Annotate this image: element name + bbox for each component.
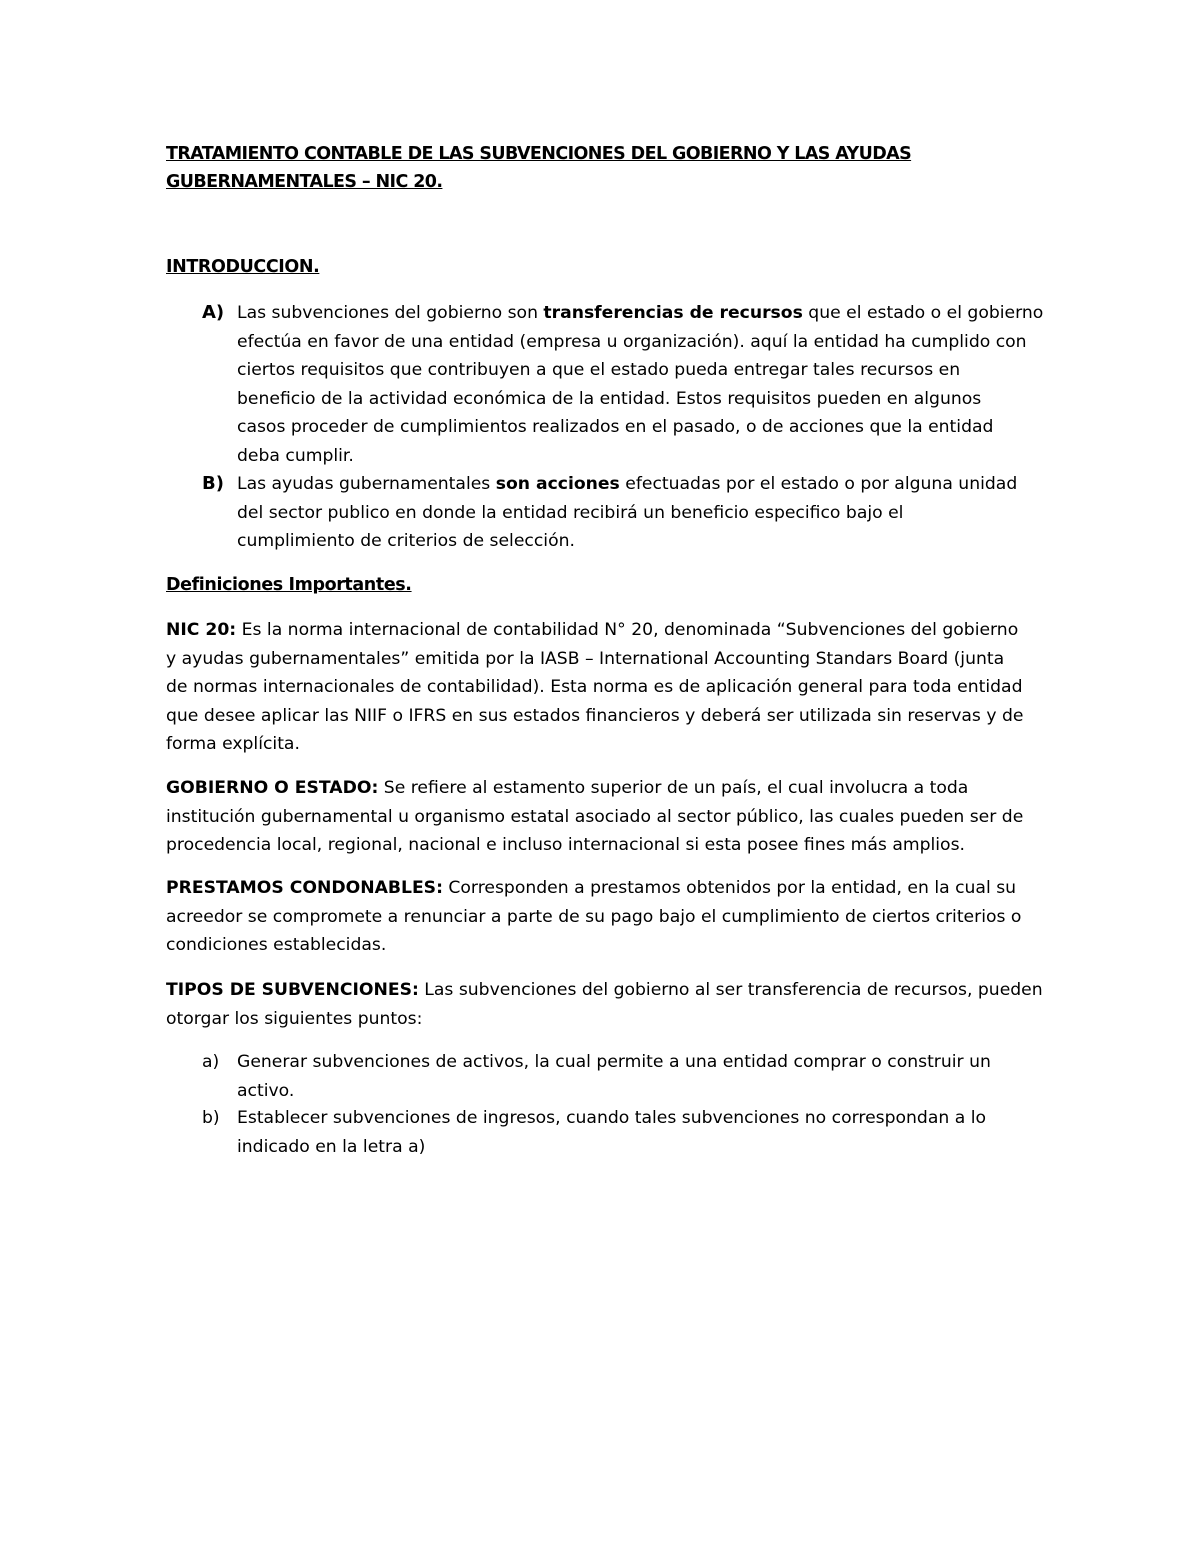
list-item-line: del sector publico en donde la entidad recibirá un beneficio especifico bajo el: [237, 502, 904, 523]
list-item-body: [237, 470, 1057, 556]
paragraph-line: institución gubernamental u organismo estatal asociado al sector público, las cuales pueden ser de: [166, 806, 1024, 827]
list-item-line: ciertos requisitos que contribuyen a que el estado pueda entregar tales recursos en: [237, 360, 961, 381]
list-marker: A): [202, 302, 225, 323]
list-item-line: Generar subvenciones de activos, la cual permite a una entidad comprar o construir un: [237, 1052, 991, 1072]
title-line-2: GUBERNAMENTALES – NIC 20.: [166, 172, 443, 192]
list-item-line: activo.: [237, 1080, 295, 1101]
list-item-line: deba cumplir.: [237, 445, 354, 466]
document-title: [166, 140, 1046, 196]
list-item-body: [237, 1104, 1057, 1161]
paragraph-line: [166, 874, 1046, 903]
paragraph-line: otorgar los siguientes puntos:: [166, 1008, 423, 1029]
paragraph-line: de normas internacionales de contabilidad). Esta norma es de aplicación general para toda entidad: [166, 677, 1023, 698]
list-marker: B): [202, 473, 224, 494]
list-item-line: beneficio de la actividad económica de la entidad. Estos requisitos pueden en algunos: [237, 388, 982, 409]
definition-term: GOBIERNO O ESTADO:: [166, 778, 379, 798]
list-item-line: cumplimiento de criterios de selección.: [237, 531, 575, 552]
definition-tipos: [166, 976, 1046, 1033]
list-item-line: casos proceder de cumplimientos realizados en el pasado, o de acciones que la entidad: [237, 417, 994, 438]
list-marker: a): [202, 1052, 220, 1072]
text-run: Las ayudas gubernamentales: [237, 474, 496, 494]
text-run: Es la norma internacional de contabilidad N° 20, denominada “Subvenciones del gobierno: [236, 620, 1019, 640]
title-line-1: TRATAMIENTO CONTABLE DE LAS SUBVENCIONES DEL GOBIERNO Y LAS AYUDAS: [166, 144, 912, 164]
definition-gobierno: [166, 774, 1046, 860]
text-run: que el estado o el gobierno: [802, 303, 1044, 323]
definition-nic20: [166, 616, 1046, 759]
text-run: efectuadas por el estado o por alguna unidad: [619, 474, 1018, 494]
paragraph-line: [166, 774, 1046, 803]
list-item-line: efectúa en favor de una entidad (empresa u organización). aquí la entidad ha cumplido con: [237, 331, 1027, 352]
definition-term: PRESTAMOS CONDONABLES:: [166, 878, 443, 898]
definition-term: NIC 20:: [166, 620, 237, 640]
paragraph-line: [166, 976, 1046, 1005]
definitions-heading: Definiciones Importantes.: [166, 575, 412, 595]
list-item-body: [237, 299, 1057, 471]
text-run: Se refiere al estamento superior de un país, el cual involucra a toda: [378, 778, 969, 798]
paragraph-line: procedencia local, regional, nacional e incluso internacional si esta posee fines más amplios.: [166, 835, 965, 856]
definition-prestamos: [166, 874, 1046, 960]
paragraph-line: [166, 616, 1046, 645]
list-item-body: [237, 1048, 1057, 1105]
list-item-line: [237, 470, 1057, 499]
list-item-line: [237, 299, 1057, 328]
text-run: Las subvenciones del gobierno al ser transferencia de recursos, pueden: [418, 980, 1043, 1000]
definition-term: TIPOS DE SUBVENCIONES:: [166, 980, 419, 1000]
text-run: Corresponden a prestamos obtenidos por la entidad, en la cual su: [442, 878, 1017, 898]
paragraph-line: que desee aplicar las NIIF o IFRS en sus estados financieros y deberá ser utilizada sin reservas y de: [166, 705, 1024, 726]
paragraph-line: condiciones establecidas.: [166, 935, 387, 956]
bold-text-run: son acciones: [495, 474, 620, 494]
list-item-line: indicado en la letra a): [237, 1136, 426, 1157]
text-run: Las subvenciones del gobierno son: [237, 303, 544, 323]
paragraph-line: y ayudas gubernamentales” emitida por la IASB – International Accounting Standars Board (junta: [166, 648, 1005, 669]
bold-text-run: transferencias de recursos: [543, 303, 803, 323]
introduction-heading: INTRODUCCION.: [166, 257, 320, 277]
paragraph-line: acreedor se compromete a renunciar a parte de su pago bajo el cumplimiento de ciertos criterios o: [166, 906, 1022, 927]
paragraph-line: forma explícita.: [166, 734, 300, 755]
list-item-line: Establecer subvenciones de ingresos, cuando tales subvenciones no correspondan a lo: [237, 1108, 987, 1128]
list-marker: b): [202, 1108, 220, 1128]
